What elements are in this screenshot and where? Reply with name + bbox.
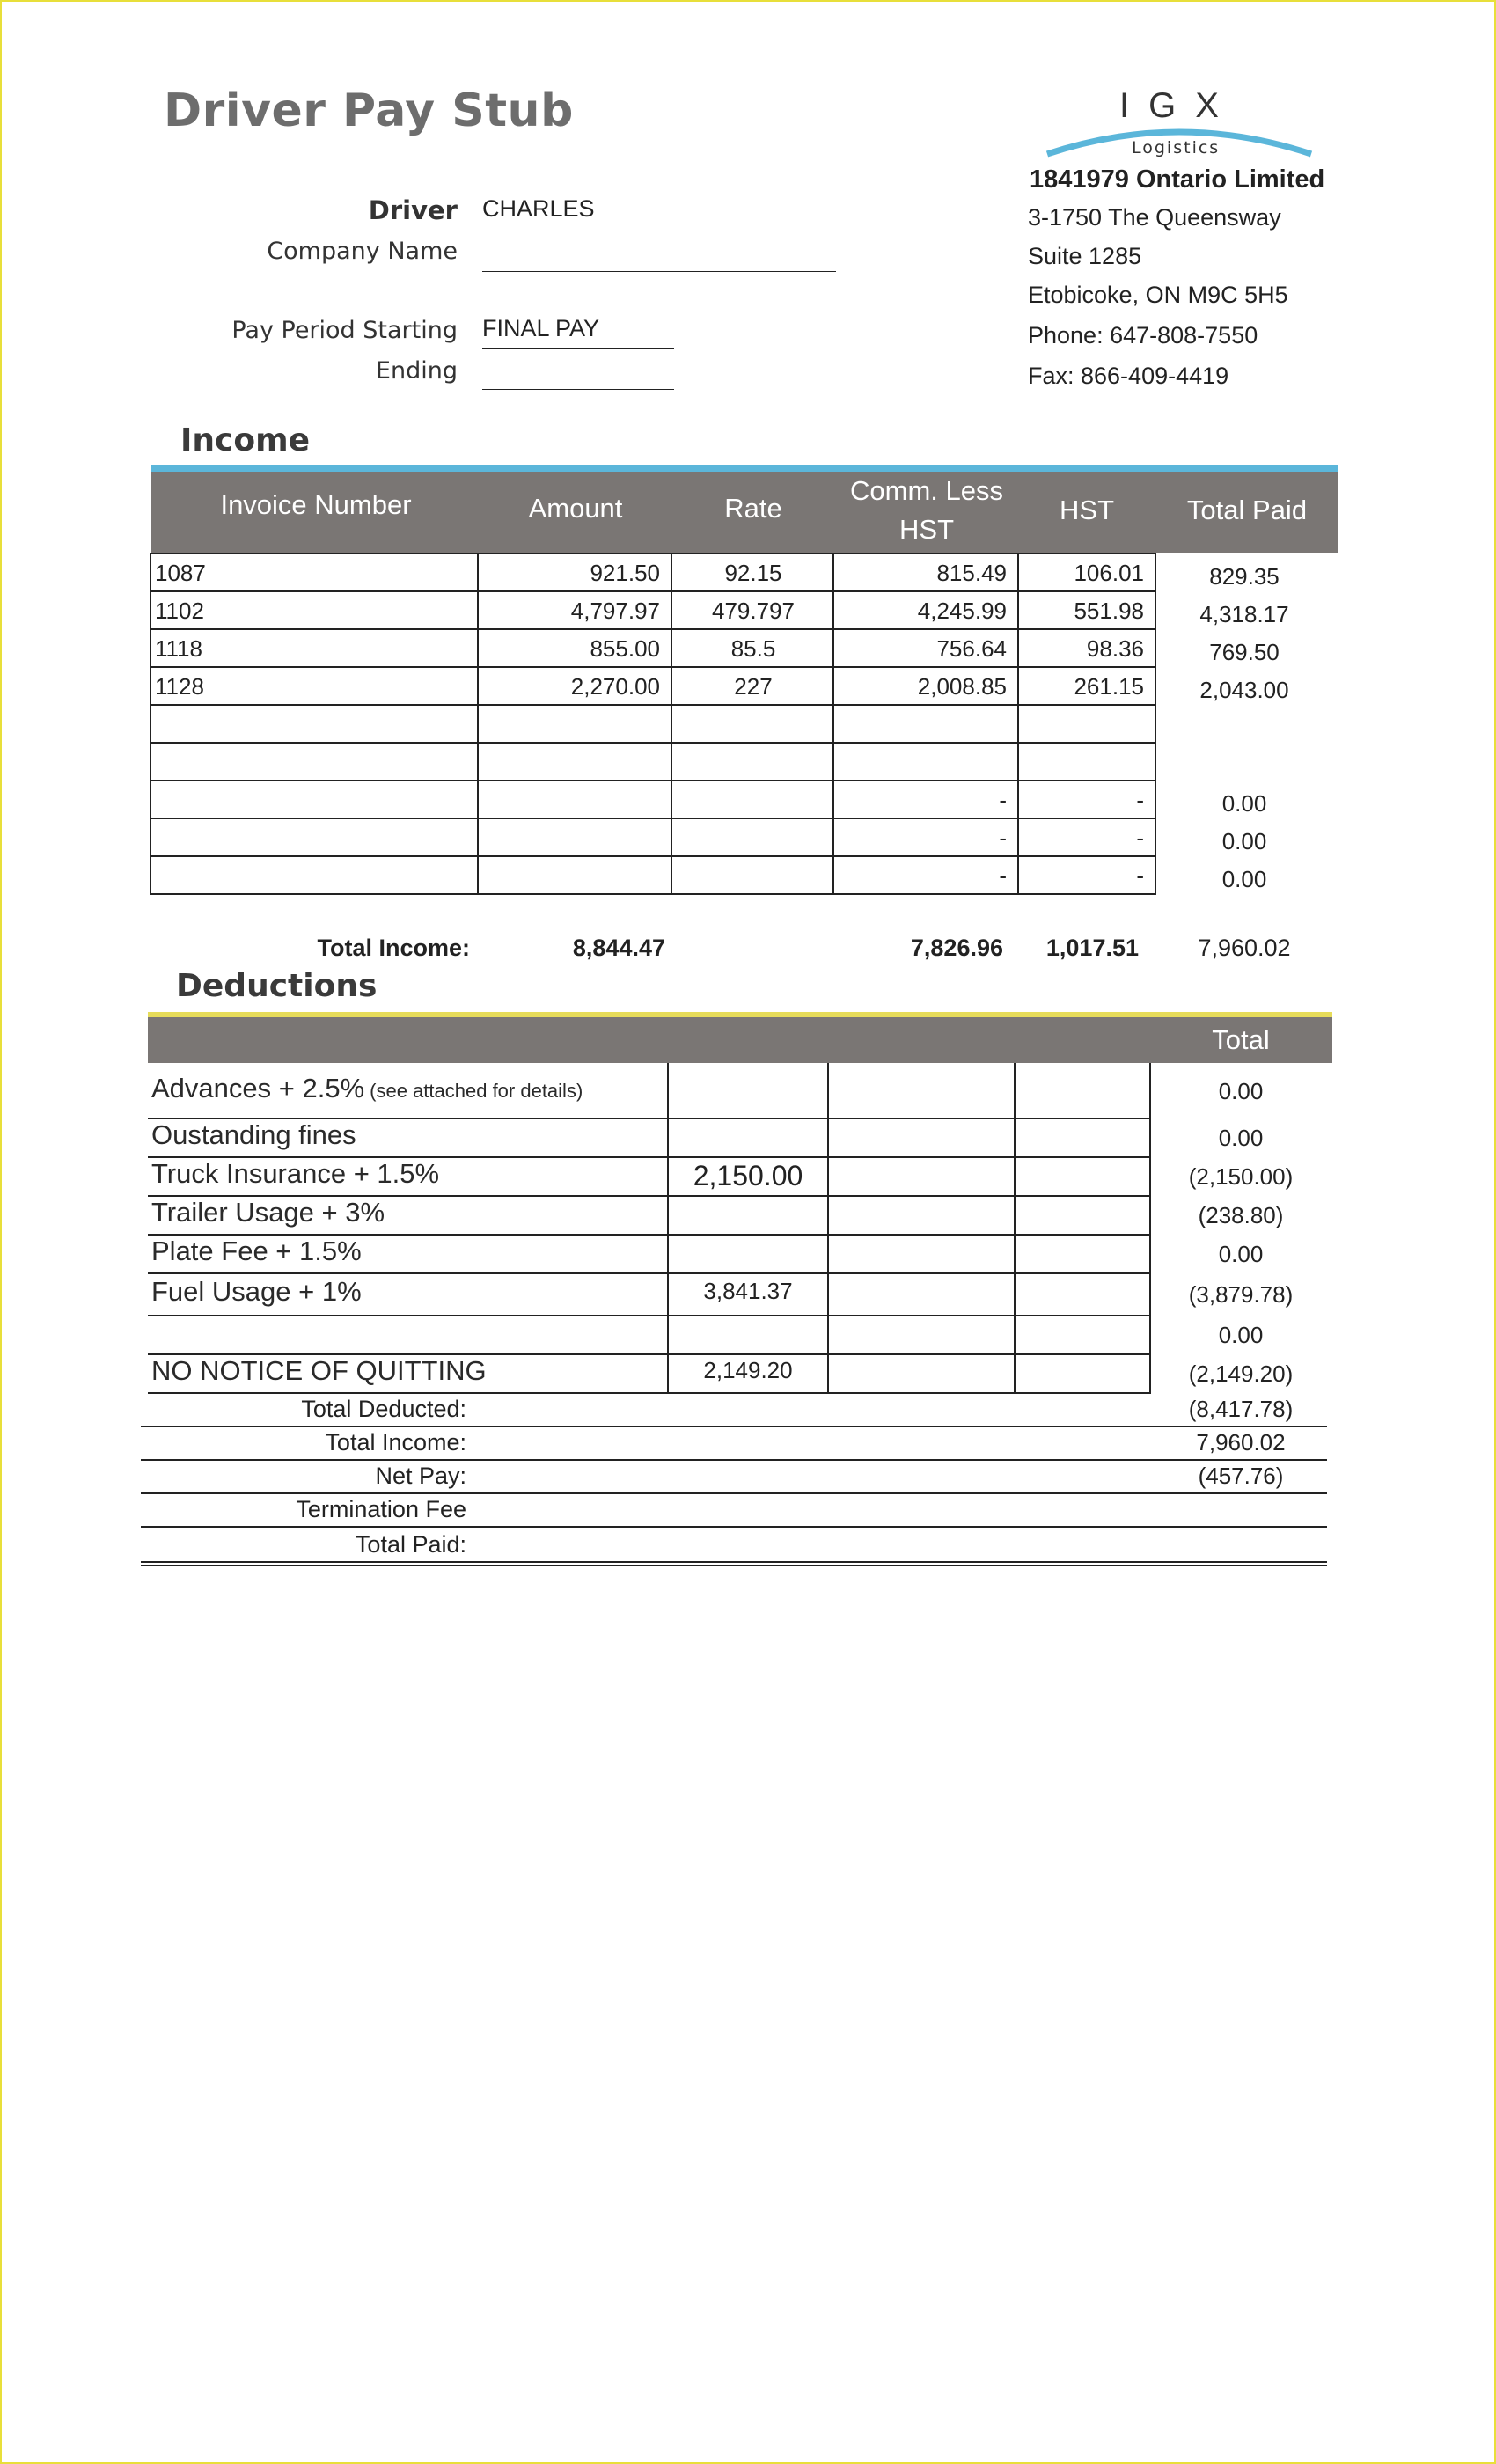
hst-cell: 106.01: [1074, 560, 1144, 586]
total-paid-cell: 769.50: [1209, 639, 1280, 665]
hst-cell: -: [1136, 862, 1144, 889]
pay-period-end-label: Ending: [375, 357, 458, 385]
deduction-name: Truck Insurance + 1.5%: [151, 1158, 440, 1189]
col-comm-less-hst-line1: Comm. Less: [850, 475, 1003, 506]
comm-less-hst-cell: -: [999, 862, 1007, 889]
rate-cell: 92.15: [724, 560, 782, 586]
logo-name: IGX: [1119, 86, 1238, 125]
hst-cell: -: [1136, 825, 1144, 851]
company-address-line1: 3-1750 The Queensway: [1028, 204, 1281, 231]
col-amount: Amount: [528, 493, 623, 524]
deduction-label: [151, 1197, 662, 1228]
income-col-line: [1017, 553, 1019, 893]
col-deduction-total: Total: [1212, 1024, 1270, 1055]
pay-period-start-label: Pay Period Starting: [231, 317, 458, 344]
driver-label: Driver: [368, 195, 458, 225]
amount-cell: 4,797.97: [570, 598, 660, 624]
deduction-total-cell: (2,150.00): [1188, 1163, 1294, 1190]
col-total-paid: Total Paid: [1186, 495, 1308, 525]
deduction-row-line: [148, 1272, 1151, 1274]
income-row-line: [150, 893, 1156, 895]
deduction-name: Fuel Usage + 1%: [151, 1276, 362, 1307]
logo-tagline: Logistics: [1132, 138, 1221, 158]
income-accent-bar: [151, 465, 1338, 472]
total-paid-cell: 0.00: [1221, 790, 1267, 817]
deduction-name: Plate Fee + 1.5%: [151, 1236, 362, 1266]
pay-period-start-value: FINAL PAY: [482, 315, 674, 349]
col-hst: HST: [1060, 495, 1114, 525]
summary-row-line: [141, 1492, 1327, 1494]
deduction-name: Trailer Usage + 3%: [151, 1197, 385, 1228]
deduction-label: [151, 1073, 662, 1104]
deduction-label: [151, 1158, 662, 1190]
total-income-amount: 8,844.47: [572, 935, 665, 961]
total-paid-cell: 0.00: [1221, 828, 1267, 854]
hst-cell: 98.36: [1086, 635, 1144, 662]
deduction-col-line: [827, 1063, 829, 1392]
col-comm-less-hst-line2: HST: [899, 514, 954, 545]
deduction-total-cell: 0.00: [1218, 1125, 1264, 1151]
comm-less-hst-cell: 815.49: [936, 560, 1007, 586]
deduction-label: [151, 1355, 662, 1387]
total-paid-cell: 2,043.00: [1199, 677, 1289, 703]
invoice-number-cell: 1128: [155, 673, 204, 700]
income-col-line: [671, 553, 672, 893]
deduction-total-cell: 0.00: [1218, 1322, 1264, 1348]
comm-less-hst-cell: -: [999, 787, 1007, 813]
deduction-name: NO NOTICE OF QUITTING: [151, 1355, 487, 1386]
deductions-heading: Deductions: [176, 968, 378, 1004]
total-income-hst: 1,017.51: [1045, 935, 1139, 961]
comm-less-hst-cell: -: [999, 825, 1007, 851]
total-income-comm: 7,826.96: [910, 935, 1003, 961]
deduction-name: Oustanding fines: [151, 1119, 356, 1150]
pay-period-end-value: [482, 356, 674, 390]
deduction-amount-cell: 2,150.00: [693, 1160, 803, 1192]
company-fax: Fax: 866-409-4419: [1028, 363, 1229, 389]
income-row-line: [150, 818, 1156, 819]
rate-cell: 479.797: [712, 598, 795, 624]
summary-double-line: [141, 1565, 1327, 1566]
deduction-amount-cell: 3,841.37: [703, 1278, 793, 1304]
company-city: Etobicoke, ON M9C 5H5: [1028, 282, 1288, 308]
deduction-name: Advances + 2.5%: [151, 1073, 365, 1104]
total-paid-cell: 4,318.17: [1199, 601, 1289, 627]
company-address-line2: Suite 1285: [1028, 243, 1142, 269]
company-legal-name: 1841979 Ontario Limited: [1030, 165, 1325, 194]
summary-value: 7,960.02: [1196, 1429, 1286, 1456]
deduction-total-cell: (238.80): [1198, 1202, 1284, 1228]
summary-row-line: [141, 1459, 1327, 1461]
income-row-line: [150, 553, 1156, 554]
rate-cell: 85.5: [730, 635, 776, 662]
income-row-line: [150, 666, 1156, 668]
deduction-row-line: [148, 1392, 1151, 1394]
total-income-paid: 7,960.02: [1198, 935, 1291, 961]
comm-less-hst-cell: 4,245.99: [917, 598, 1007, 624]
income-col-line: [832, 553, 834, 893]
income-row-line: [150, 590, 1156, 592]
company-phone: Phone: 647-808-7550: [1028, 322, 1258, 348]
invoice-number-cell: 1102: [155, 598, 204, 624]
hst-cell: 551.98: [1074, 598, 1144, 624]
deduction-label: [151, 1316, 662, 1348]
summary-label: Termination Fee: [296, 1496, 466, 1522]
income-row-line: [150, 780, 1156, 781]
deduction-col-line: [1014, 1063, 1016, 1392]
deduction-note: (see attached for details): [370, 1080, 583, 1102]
summary-label: Total Paid:: [355, 1531, 466, 1558]
income-col-line: [477, 553, 479, 893]
deduction-col-line: [667, 1063, 669, 1392]
deduction-label: [151, 1119, 662, 1151]
amount-cell: 2,270.00: [570, 673, 660, 700]
deduction-total-cell: 0.00: [1218, 1078, 1264, 1104]
income-row-line: [150, 628, 1156, 630]
summary-row-line: [141, 1526, 1327, 1528]
company-name-label: Company Name: [267, 238, 458, 265]
summary-label: Total Deducted:: [301, 1396, 466, 1422]
summary-row-line: [141, 1426, 1327, 1427]
income-row-line: [150, 742, 1156, 744]
summary-row-line: [141, 1561, 1327, 1563]
total-paid-cell: 829.35: [1209, 563, 1280, 590]
deduction-total-cell: (2,149.20): [1188, 1360, 1294, 1387]
invoice-number-cell: 1118: [155, 635, 202, 662]
income-col-line: [150, 553, 151, 893]
comm-less-hst-cell: 756.64: [936, 635, 1007, 662]
driver-value: CHARLES: [482, 195, 836, 231]
hst-cell: 261.15: [1074, 673, 1144, 700]
amount-cell: 855.00: [590, 635, 660, 662]
deduction-amount-cell: 2,149.20: [703, 1357, 793, 1383]
summary-value: (457.76): [1198, 1463, 1284, 1489]
comm-less-hst-cell: 2,008.85: [917, 673, 1007, 700]
summary-label: Total Income:: [325, 1429, 466, 1456]
amount-cell: 921.50: [590, 560, 660, 586]
summary-label: Net Pay:: [375, 1463, 466, 1489]
deduction-total-cell: (3,879.78): [1188, 1281, 1294, 1308]
total-paid-cell: 0.00: [1221, 866, 1267, 892]
income-row-line: [150, 855, 1156, 857]
company-name-value: [482, 236, 836, 272]
page-title: Driver Pay Stub: [164, 84, 574, 137]
hst-cell: -: [1136, 787, 1144, 813]
deduction-label: [151, 1236, 662, 1267]
income-heading: Income: [180, 422, 311, 458]
income-row-line: [150, 704, 1156, 706]
col-rate: Rate: [724, 493, 782, 524]
total-income-label: Total Income:: [317, 935, 470, 961]
rate-cell: 227: [734, 673, 773, 700]
invoice-number-cell: 1087: [155, 560, 206, 586]
deduction-col-line: [1149, 1063, 1151, 1392]
col-invoice-number: Invoice Number: [220, 489, 412, 520]
deduction-label: [151, 1276, 662, 1308]
summary-value: (8,417.78): [1188, 1396, 1294, 1422]
deduction-total-cell: 0.00: [1218, 1241, 1264, 1267]
